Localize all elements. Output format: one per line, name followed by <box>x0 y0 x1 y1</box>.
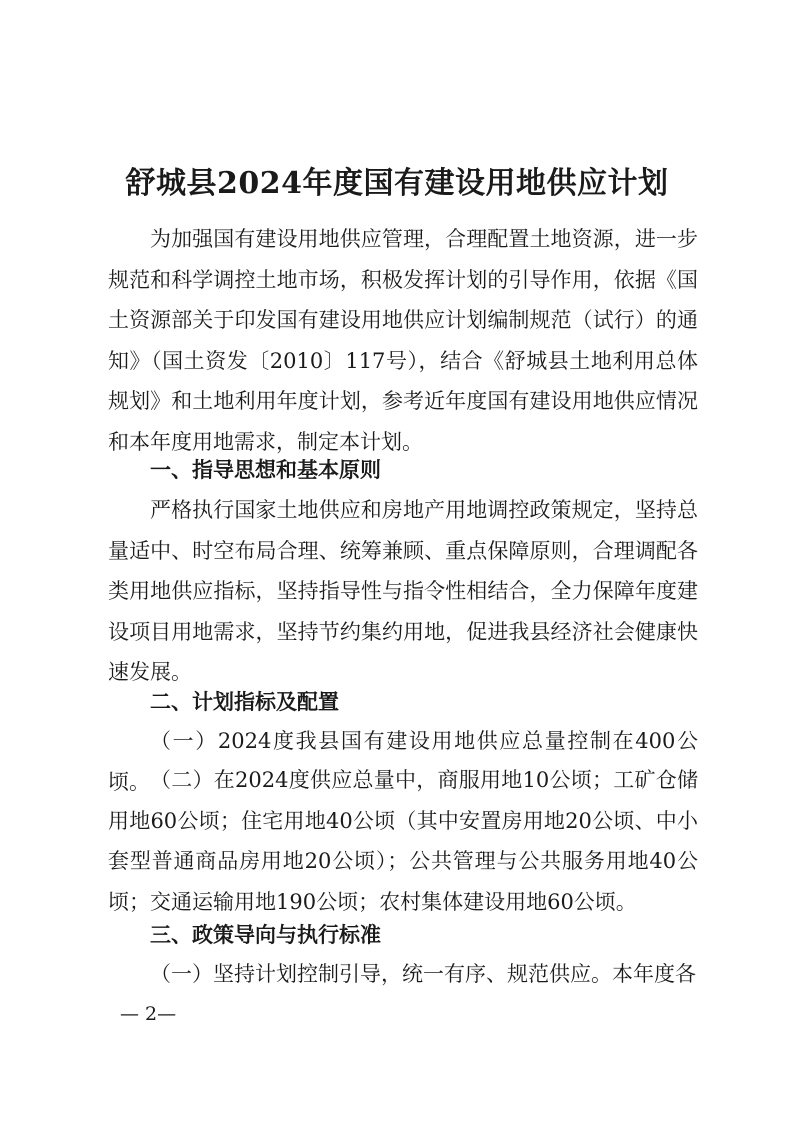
section-2-heading: 二、计划指标及配置 <box>150 690 339 714</box>
section-3-heading: 三、政策导向与执行标准 <box>150 923 381 947</box>
section-1-heading: 一、指导思想和基本原则 <box>150 458 381 482</box>
page-number: — 2— <box>120 1003 177 1025</box>
document-title: 舒城县2024年度国有建设用地供应计划 <box>125 166 669 201</box>
section-1-paragraph: 严格执行国家土地供应和房地产用地调控政策规定，坚持总量适中、时空布局合理、统筹兼顾、重点保障原则，合理调配各类用地供应指标，坚持指导性与指令性相结合，全力保障年度建设项目用地需求，坚持节约集约用地，促进我县经济社会健康快速发展。 <box>108 498 698 684</box>
section-2-item-1: （一）2024度我县国有建设用地供应总量控制在400公顷。 <box>108 729 698 794</box>
section-3-item-1: （一）坚持计划控制引导，统一有序、规范供应。本年度各 <box>150 962 696 986</box>
section-2-item-2: （二）在2024度供应总量中，商服用地10公顷；工矿仓储用地60公顷；住宅用地40公顷（其中安置房用地20公顷、中小套型普通商品房用地20公顷）；公共管理与公共服务用地40公顷；交通运输用地190公顷；农村集体建设用地60公顷。 <box>108 768 698 914</box>
intro-paragraph: 为加强国有建设用地供应管理，合理配置土地资源，进一步规范和科学调控土地市场，积极发挥计划的引导作用，依据《国土资源部关于印发国有建设用地供应计划编制规范（试行）的通知》（国土资发〔2010〕117号），结合《舒城县土地利用总体规划》和土地利用年度计划，参考近年度国有建设用地供应情况和本年度用地需求，制定本计划。 <box>108 227 698 454</box>
